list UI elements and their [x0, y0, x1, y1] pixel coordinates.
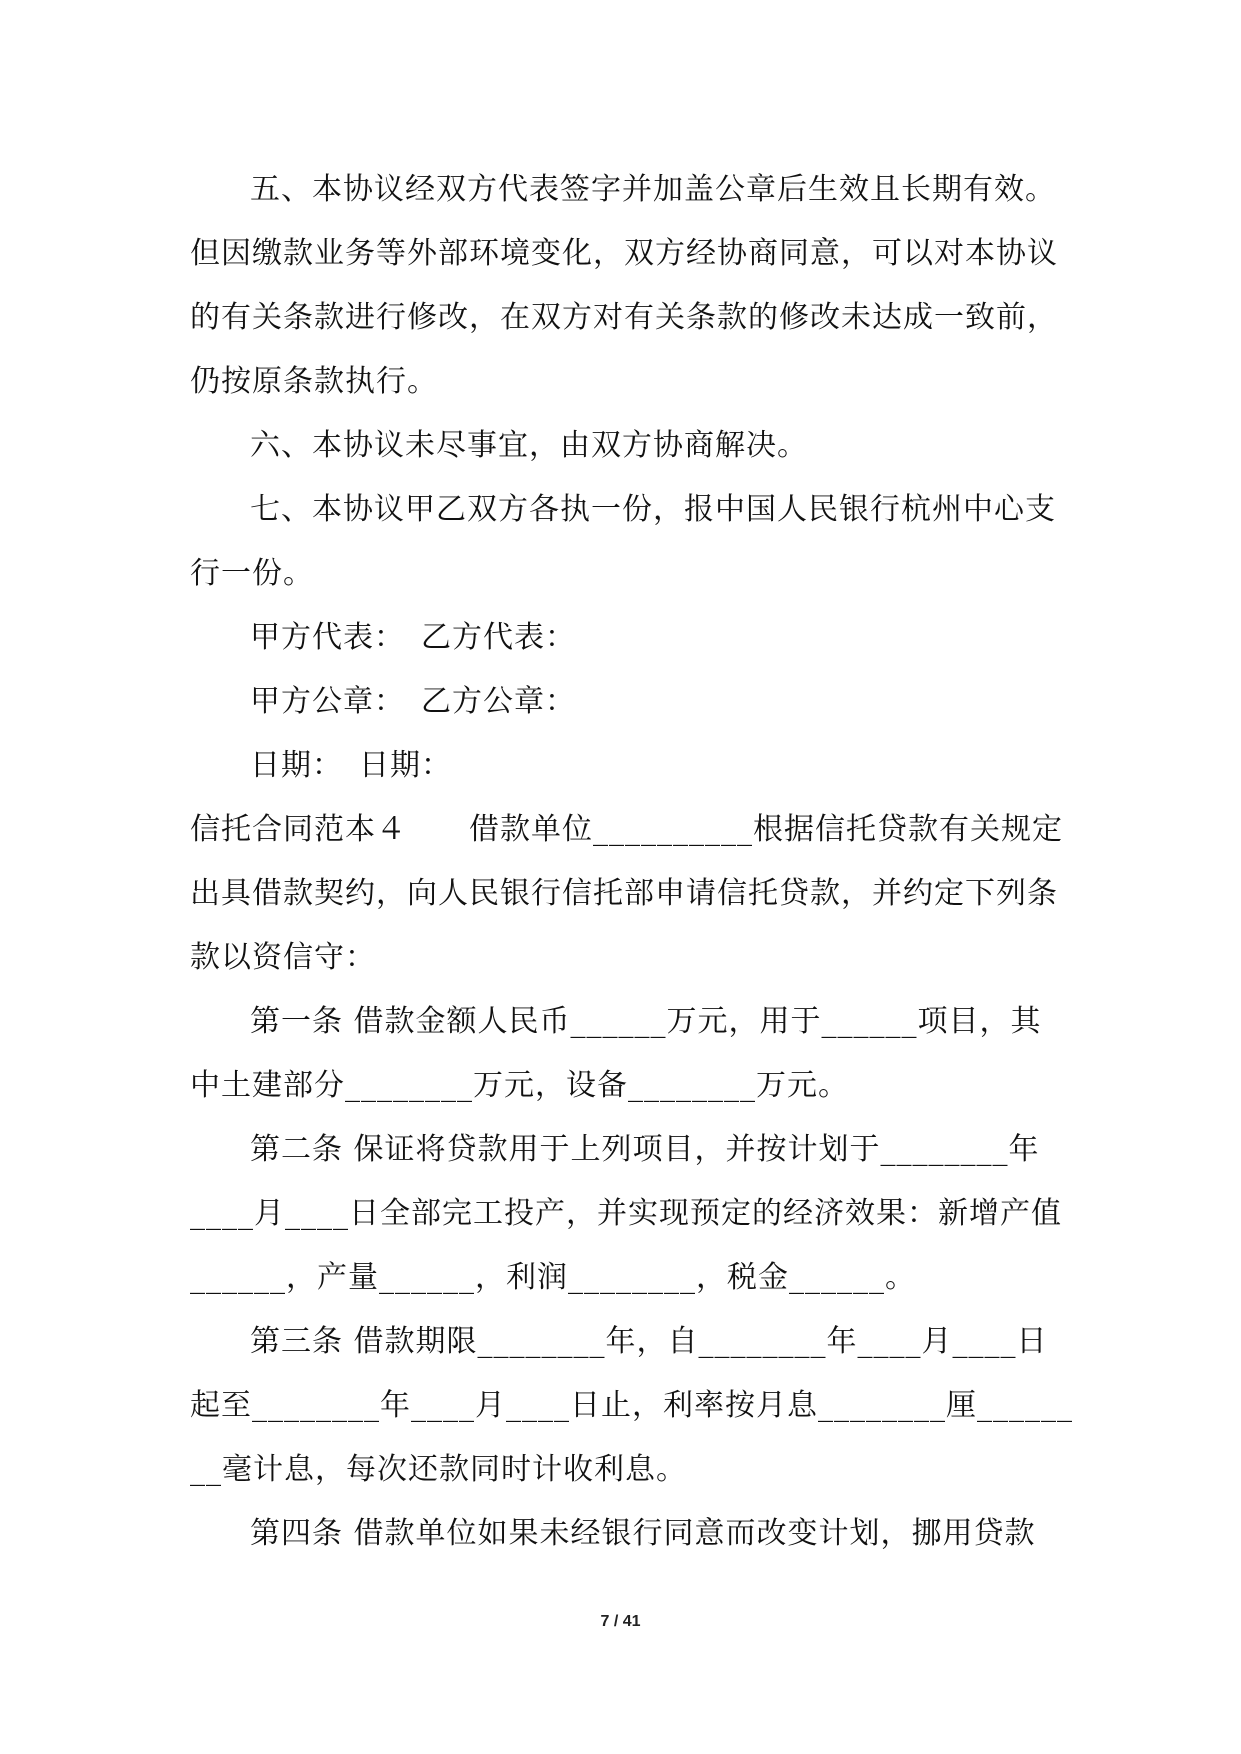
- article-3-line-2: 起至________年____月____日止，利率按月息________厘______: [190, 1388, 1073, 1423]
- article-3-line-3: __毫计息，每次还款同时计收利息。: [190, 1452, 687, 1487]
- seals-line: 甲方公章： 乙方公章：: [250, 684, 576, 719]
- article-2-line-2: ____月____日全部完工投产，并实现预定的经济效果：新增产值: [190, 1196, 1062, 1231]
- clause-5-line-2: 但因缴款业务等外部环境变化，双方经协商同意，可以对本协议: [190, 236, 1058, 271]
- clause-5-line-3: 的有关条款进行修改，在双方对有关条款的修改未达成一致前，: [190, 300, 1058, 335]
- template-4-intro-line-3: 款以资信守：: [190, 940, 376, 975]
- clause-7-line-2: 行一份。: [190, 556, 314, 591]
- article-1-line-2: 中土建部分________万元，设备________万元。: [190, 1068, 849, 1103]
- clause-6-line: 六、本协议未尽事宜，由双方协商解决。: [250, 428, 808, 463]
- article-4-line-1: 第四条 借款单位如果未经银行同意而改变计划，挪用贷款: [250, 1516, 1036, 1551]
- document-body: [190, 158, 1073, 1566]
- article-3-line-1: 第三条 借款期限________年，自________年____月____日: [250, 1324, 1048, 1359]
- clause-7-line-1: 七、本协议甲乙双方各执一份，报中国人民银行杭州中心支: [250, 492, 1056, 527]
- clause-5-line-1: 五、本协议经双方代表签字并加盖公章后生效且长期有效。: [250, 172, 1056, 207]
- dates-line: 日期： 日期：: [250, 748, 452, 783]
- article-2-line-1: 第二条 保证将贷款用于上列项目，并按计划于________年: [250, 1132, 1040, 1167]
- clause-5-line-4: 仍按原条款执行。: [190, 364, 438, 399]
- article-2-line-3: ______，产量______，利润________，税金______。: [190, 1260, 916, 1295]
- template-4-intro-line-2: 出具借款契约，向人民银行信托部申请信托贷款，并约定下列条: [190, 876, 1058, 911]
- template-4-heading-line: 信托合同范本４ 借款单位__________根据信托贷款有关规定: [190, 812, 1063, 847]
- page-number: 7 / 41: [600, 1613, 641, 1630]
- article-1-line-1: 第一条 借款金额人民币______万元，用于______项目，其: [250, 1004, 1042, 1039]
- representatives-line: 甲方代表： 乙方代表：: [250, 620, 576, 655]
